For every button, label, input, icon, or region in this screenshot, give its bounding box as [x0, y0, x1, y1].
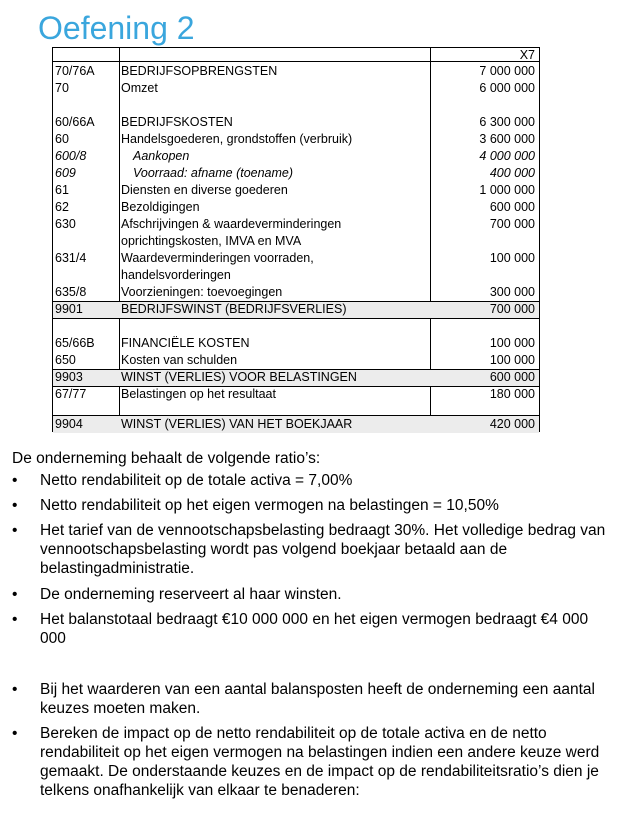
- row-label: Voorzieningen: toevoegingen: [121, 285, 283, 299]
- table-row: [53, 250, 539, 267]
- row-label: Afschrijvingen & waardeverminderingen: [121, 217, 342, 231]
- table-row: [53, 284, 539, 301]
- bullet-text: Netto rendabiliteit op de totale activa = 7,00%: [40, 472, 353, 489]
- row-code: 61: [55, 183, 69, 197]
- table-row: [53, 267, 539, 284]
- table-row: [53, 318, 539, 335]
- row-code: 65/66B: [55, 336, 95, 350]
- row-code: 62: [55, 200, 69, 214]
- header-divider: [53, 61, 539, 62]
- table-row: [53, 97, 539, 114]
- table-row: [53, 63, 539, 80]
- bullet-text: Bij het waarderen van een aantal balansposten heeft de onderneming een aantal keuzes moeten maken.: [40, 681, 595, 717]
- table-row: [53, 369, 539, 386]
- bullet-text: De onderneming reserveert al haar winsten.: [40, 586, 342, 603]
- row-code: 70/76A: [55, 64, 95, 78]
- row-value: 100 000: [489, 251, 535, 265]
- table-row: [53, 352, 539, 369]
- row-value: 3 600 000: [479, 132, 535, 146]
- row-code: 60/66A: [55, 115, 95, 129]
- column-header-x7: X7: [519, 48, 535, 62]
- bullet-dot: •: [12, 586, 18, 603]
- row-code: 67/77: [55, 387, 87, 401]
- table-row: [53, 335, 539, 352]
- row-label: Waardeverminderingen voorraden,: [121, 251, 314, 265]
- row-code: 9901: [55, 302, 83, 316]
- bullet-dot: •: [12, 522, 18, 539]
- row-value: 700 000: [489, 217, 535, 231]
- row-label: Diensten en diverse goederen: [121, 183, 288, 197]
- row-code: 70: [55, 81, 69, 95]
- row-code: 650: [55, 353, 76, 367]
- row-label: BEDRIJFSOPBRENGSTEN: [121, 64, 278, 78]
- row-value: 6 300 000: [479, 115, 535, 129]
- row-label: Omzet: [121, 81, 158, 95]
- row-value: 420 000: [489, 417, 535, 431]
- row-label: BEDRIJFSKOSTEN: [121, 115, 233, 129]
- row-label: Aankopen: [133, 149, 190, 163]
- bullet-dot: •: [12, 725, 18, 742]
- ratios-intro: De onderneming behaalt de volgende ratio’s:: [12, 450, 321, 467]
- bullet-dot: •: [12, 472, 18, 489]
- row-label: oprichtingskosten, IMVA en MVA: [121, 234, 302, 248]
- bullet-text: Bereken de impact op de netto rendabiliteit op de totale activa en de netto rendabiliteit op het eigen vermogen na belastingen indien een andere keuze werd gemaakt. De onderstaande keuzes en de impact op de rendabiliteitsratio’s dien je telkens onafhankelijk van elkaar te benaderen:: [40, 725, 600, 799]
- row-label: Kosten van schulden: [121, 353, 238, 367]
- row-value: 400 000: [489, 166, 535, 180]
- income-statement-table: [52, 47, 540, 432]
- row-value: 6 000 000: [479, 81, 535, 95]
- sep-before-9901: [53, 301, 539, 302]
- bullet-dot: •: [12, 681, 18, 698]
- row-label: FINANCIËLE KOSTEN: [121, 336, 250, 350]
- page-title: Oefening 2: [38, 10, 195, 46]
- table-row: [53, 131, 539, 148]
- row-label: Voorraad: afname (toename): [133, 166, 294, 180]
- row-label: WINST (VERLIES) VAN HET BOEKJAAR: [121, 417, 353, 431]
- row-value: 7 000 000: [479, 64, 535, 78]
- row-code: 60: [55, 132, 69, 146]
- row-label: Bezoldigingen: [121, 200, 200, 214]
- row-label: BEDRIJFSWINST (BEDRIJFSVERLIES): [121, 302, 347, 316]
- row-value: 600 000: [489, 200, 535, 214]
- row-value: 1 000 000: [479, 183, 535, 197]
- table-row: [53, 301, 539, 318]
- row-value: 100 000: [489, 336, 535, 350]
- row-code: 609: [55, 166, 76, 180]
- table-row: [53, 80, 539, 97]
- row-label: Handelsgoederen, grondstoffen (verbruik): [121, 132, 353, 146]
- row-value: 4 000 000: [479, 149, 535, 163]
- row-value: 180 000: [489, 387, 535, 401]
- bullet-dot: •: [12, 611, 18, 628]
- row-code: 631/4: [55, 251, 87, 265]
- table-row: [53, 416, 539, 433]
- sep-after-9903: [53, 386, 539, 387]
- sep-before-9904: [53, 415, 539, 416]
- table-row: [53, 386, 539, 403]
- table-row: [53, 182, 539, 199]
- sep-after-9901: [53, 318, 539, 319]
- row-value: 300 000: [489, 285, 535, 299]
- row-value: 700 000: [489, 302, 535, 316]
- row-label: Belastingen op het resultaat: [121, 387, 276, 401]
- table-row: [53, 114, 539, 131]
- table-row: [53, 148, 539, 165]
- row-code: 9903: [55, 370, 83, 384]
- sep-before-9903: [53, 369, 539, 370]
- row-label: WINST (VERLIES) VOOR BELASTINGEN: [121, 370, 357, 384]
- row-code: 635/8: [55, 285, 87, 299]
- row-code: 600/8: [55, 149, 87, 163]
- table-row: [53, 165, 539, 182]
- bullet-text: Het tarief van de vennootschapsbelasting bedraagt 30%. Het volledige bedrag van vennootschapsbelasting wordt pas volgend boekjaar betaald aan de belastingadministratie.: [40, 522, 606, 577]
- row-value: 100 000: [489, 353, 535, 367]
- bullet-text: Het balanstotaal bedraagt €10 000 000 en het eigen vermogen bedraagt €4 000 000: [40, 611, 589, 647]
- row-code: 9904: [55, 417, 83, 431]
- row-label: handelsvorderingen: [121, 268, 231, 282]
- row-value: 600 000: [489, 370, 535, 384]
- bullet-text: Netto rendabiliteit op het eigen vermogen na belastingen = 10,50%: [40, 497, 499, 514]
- table-row: [53, 216, 539, 233]
- table-row: [53, 199, 539, 216]
- bullet-dot: •: [12, 497, 18, 514]
- table-row: [53, 233, 539, 250]
- row-code: 630: [55, 217, 76, 231]
